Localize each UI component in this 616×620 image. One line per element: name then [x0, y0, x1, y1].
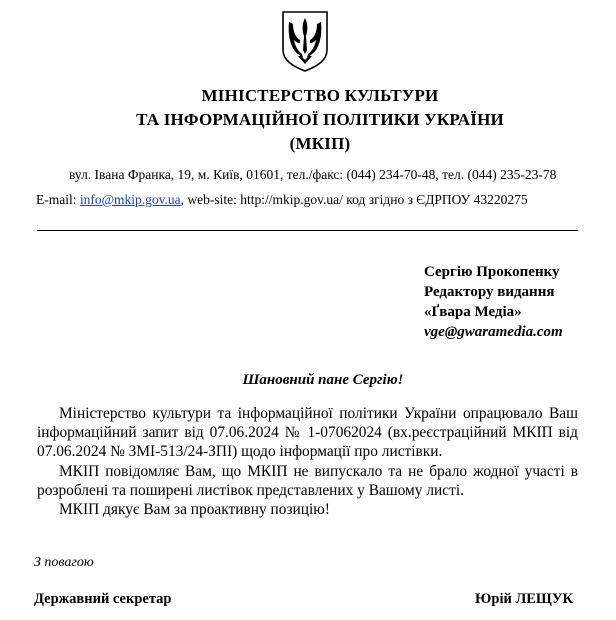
- ministry-email-link[interactable]: info@mkip.gov.ua: [79, 192, 181, 207]
- addressee-email: vge@gwaramedia.com: [424, 324, 563, 340]
- ministry-name-line1: МІНІСТЕРСТВО КУЛЬТУРИ: [201, 86, 439, 105]
- body-paragraph-1: Міністерство культури та інформаційної політики України опрацювало Ваш інформаційний запит від 07.06.2024 № 1-07062024 (вх.реєстраційний МКІП від 07.06.2024 № ЗМІ-513/24-ЗПІ) щодо інформації про листівки.: [37, 405, 578, 461]
- addressee-block: [424, 262, 563, 342]
- website-and-edrpou: , web-site: http://mkip.gov.ua/ код згідно з ЄДРПОУ 43220275: [180, 192, 528, 207]
- addressee-publication: «Ґвара Медіа»: [424, 304, 522, 320]
- signatory-title: Державний секретар: [34, 591, 172, 607]
- ministry-name-line2: ТА ІНФОРМАЦІЙНОЇ ПОЛІТИКИ УКРАЇНИ: [136, 110, 504, 129]
- closing-regards: З повагою: [34, 555, 94, 570]
- body-paragraph-3: МКІП дякує Вам за проактивну позицію!: [59, 501, 330, 519]
- trident-coat-of-arms-icon: [280, 10, 330, 72]
- signatory-name: Юрій ЛЕЩУК: [475, 591, 573, 607]
- addressee-name: Сергію Прокопенку: [424, 264, 560, 280]
- salutation: Шановний пане Сергію!: [242, 372, 404, 388]
- email-website-line: [36, 192, 616, 208]
- email-label: E-mail:: [36, 192, 80, 207]
- letter-body: [37, 404, 578, 519]
- addressee-position: Редактору видання: [424, 284, 555, 300]
- ministry-abbreviation: (МКІП): [289, 134, 351, 153]
- address-line: вул. Івана Франка, 19, м. Київ, 01601, тел./факс: (044) 234-70-48, тел. (044) 235-23-78: [69, 167, 557, 182]
- body-paragraph-2: МКІП повідомляє Вам, що МКІП не випускало та не брало жодної участі в розроблені та поширені листівок представлених у Вашому листі.: [37, 462, 578, 499]
- header-divider: [37, 230, 578, 231]
